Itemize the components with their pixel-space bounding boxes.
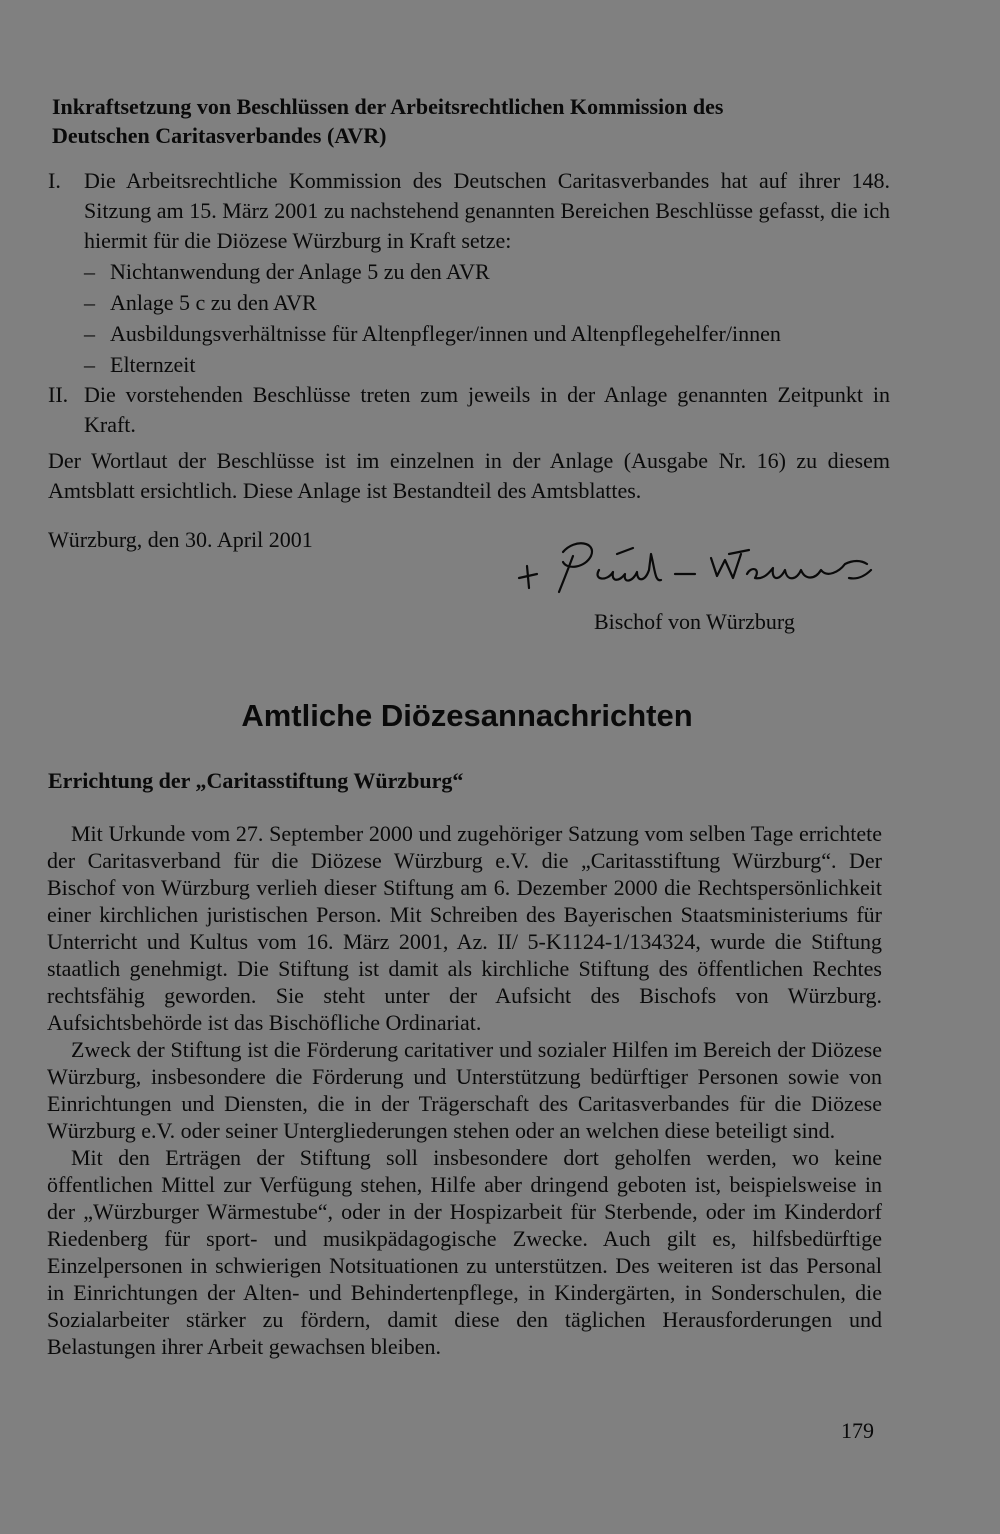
signer-title: Bischof von Würzburg xyxy=(594,609,795,634)
page-number: 179 xyxy=(841,1418,874,1443)
section-2-text: Die vorstehenden Beschlüsse treten zum jeweils in der Anlage genannten Zeitpunkt in Kraft. xyxy=(84,382,890,437)
article-paragraph: Zweck der Stiftung ist die Förderung caritativer und sozialer Hilfen im Bereich der Diözese Würzburg, insbesondere die Förderung und Unterstützung bedürftiger Personen sowie von Einrichtungen und Diensten, die in der Trägerschaft des Caritasverbandes für die Diözese Würzburg e.V. oder seiner Untergliederungen stehen oder an welchen diese beteiligt sind. xyxy=(47,1037,882,1143)
section-1 xyxy=(48,166,890,380)
article-title: Errichtung der „Caritasstiftung Würzburg“ xyxy=(48,768,464,793)
decree-heading-line2: Deutschen Caritasverbandes (AVR) xyxy=(52,123,387,148)
section-2-number: II. xyxy=(48,382,69,407)
decision-item: – Elternzeit xyxy=(84,349,890,380)
section-1-number: I. xyxy=(48,168,61,193)
signature xyxy=(515,530,895,600)
article-body xyxy=(47,820,882,1360)
decision-item: – Nichtanwendung der Anlage 5 zu den AVR xyxy=(84,256,890,287)
decree-sections xyxy=(48,166,890,440)
decree-heading xyxy=(52,92,952,150)
article-paragraph: Mit Urkunde vom 27. September 2000 und zugehöriger Satzung vom selben Tage errichtete der Caritasverband für die Diözese Würzburg e.V. die „Caritasstiftung Würzburg“. Der Bischof von Würzburg verlieh dieser Stiftung am 6. Dezember 2000 die Rechtspersönlichkeit einer kirchlichen juristischen Person. Mit Schreiben des Bayerischen Staatsministeriums für Unterricht und Kultus vom 16. März 2001, Az. II/ 5-K1124-1/134324, wurde die Stiftung staatlich genehmigt. Die Stiftung ist damit als kirchliche Stiftung des öffentlichen Rechtes rechtsfähig geworden. Sie steht unter der Aufsicht des Bischofs von Würzburg. Aufsichtsbehörde ist das Bischöfliche Ordinariat. xyxy=(47,821,882,1035)
section-2 xyxy=(48,380,890,440)
section-1-text: Die Arbeitsrechtliche Kommission des Deutschen Caritasverbandes hat auf ihrer 148. Sitzung am 15. März 2001 zu nachstehend genannten Bereichen Beschlüsse gefasst, die ich hiermit für die Diözese Würzburg in Kraft setze: xyxy=(84,168,890,253)
section-main-heading: Amtliche Diözesannachrichten xyxy=(241,698,693,733)
decision-list xyxy=(84,256,890,380)
decision-item: – Ausbildungsverhältnisse für Altenpfleger/innen und Altenpflegehelfer/innen xyxy=(84,318,890,349)
place-date: Würzburg, den 30. April 2001 xyxy=(48,527,313,552)
decree-heading-line1: Inkraftsetzung von Beschlüssen der Arbeitsrechtlichen Kommission des xyxy=(52,94,724,119)
wortlaut-paragraph: Der Wortlaut der Beschlüsse ist im einzelnen in der Anlage (Ausgabe Nr. 16) zu diesem Amtsblatt ersichtlich. Diese Anlage ist Bestandteil des Amtsblattes. xyxy=(48,448,890,503)
article-paragraph: Mit den Erträgen der Stiftung soll insbesondere dort geholfen werden, wo keine öffentlichen Mittel zur Verfügung stehen, Hilfe aber dringend geboten ist, beispielsweise in der „Würzburger Wärmestube“, oder in der Hospizarbeit für Sterbende, oder im Kinderdorf Riedenberg für sport- und musikpädagogische Zwecke. Auch gilt es, hilfsbedürftige Einzelpersonen in schwierigen Notsituationen zu unterstützen. Des weiteren ist das Personal in Einrichtungen der Alten- und Behindertenpflege, in Kindergärten, in Sonderschulen, die Sozialarbeiter stärker zu fördern, damit diese den täglichen Herausforderungen und Belastungen ihrer Arbeit gewachsen bleiben. xyxy=(47,1145,882,1359)
decision-item: – Anlage 5 c zu den AVR xyxy=(84,287,890,318)
